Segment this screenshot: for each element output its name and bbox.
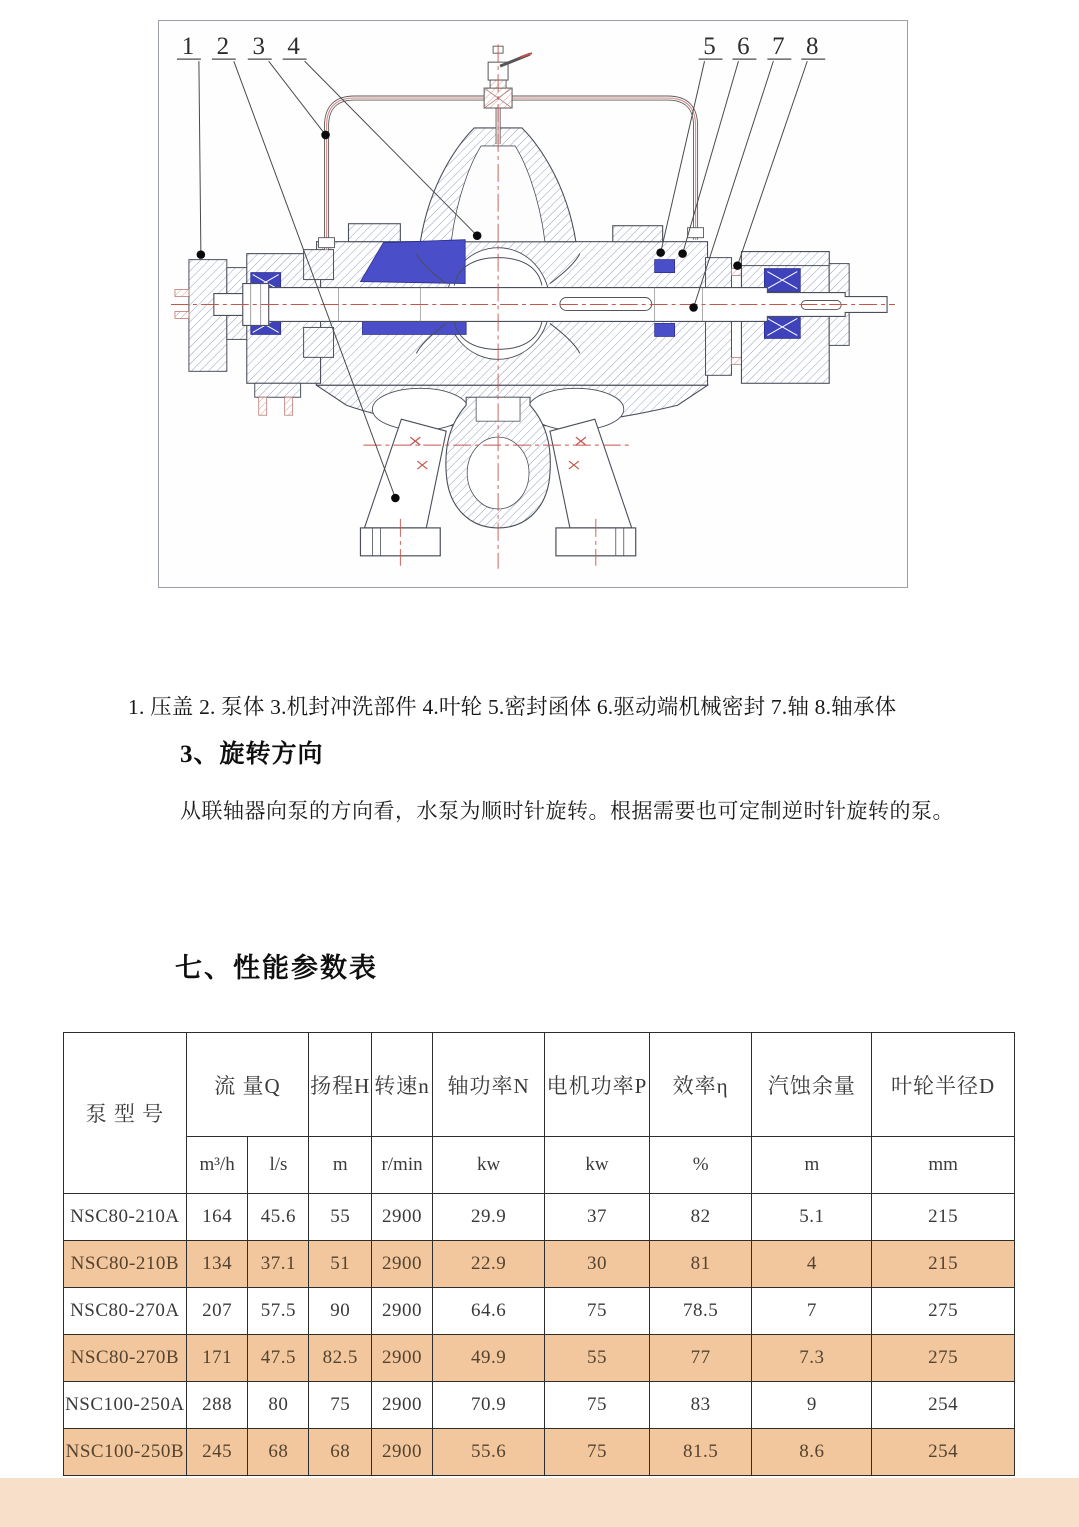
callout-label: 7: [772, 33, 785, 61]
callout-5: [656, 33, 722, 257]
cell-value: 2900: [372, 1241, 433, 1288]
cell-value: 2900: [372, 1194, 433, 1241]
cell-value: 75: [545, 1382, 650, 1429]
callout-label: 1: [181, 33, 195, 61]
unit-motor-power: kw: [545, 1137, 650, 1194]
callout-label: 4: [287, 33, 300, 61]
cell-value: 275: [872, 1288, 1015, 1335]
cell-value: 55: [545, 1335, 650, 1382]
callout-6: [678, 33, 756, 258]
cell-value: 215: [872, 1194, 1015, 1241]
header-shaft-power: 轴功率N: [432, 1033, 544, 1137]
cell-value: 207: [186, 1288, 248, 1335]
cell-value: 9: [752, 1382, 872, 1429]
cell-value: 47.5: [248, 1335, 309, 1382]
cell-value: 37.1: [248, 1241, 309, 1288]
cell-value: 22.9: [432, 1241, 544, 1288]
rotation-heading: 3、旋转方向: [180, 741, 324, 768]
table-row: [64, 1241, 1015, 1288]
pump-section-diagram: [158, 20, 908, 588]
performance-table-body: [64, 1194, 1015, 1476]
cell-value: 75: [309, 1382, 372, 1429]
cell-value: 68: [248, 1429, 309, 1476]
pump-casing: [317, 128, 708, 556]
left-bearing-assembly: [175, 250, 334, 416]
cell-value: 171: [186, 1335, 248, 1382]
unit-efficiency: %: [649, 1137, 752, 1194]
cell-value: 245: [186, 1429, 248, 1476]
table-row: [64, 1429, 1015, 1476]
unit-npsh: m: [752, 1137, 872, 1194]
cell-value: 275: [872, 1335, 1015, 1382]
performance-table: [63, 1032, 1015, 1476]
cell-model: NSC100-250A: [64, 1382, 187, 1429]
cell-value: 49.9: [432, 1335, 544, 1382]
cell-value: 5.1: [752, 1194, 872, 1241]
cell-model: NSC80-210A: [64, 1194, 187, 1241]
parts-legend: 1. 压盖 2. 泵体 3.机封冲洗部件 4.叶轮 5.密封函体 6.驱动端机械密封 7.轴 8.轴承体: [128, 695, 897, 719]
header-motor-power: 电机功率P: [545, 1033, 650, 1137]
cell-value: 2900: [372, 1335, 433, 1382]
header-npsh: 汽蚀余量: [752, 1033, 872, 1137]
unit-head: m: [309, 1137, 372, 1194]
table-row: [64, 1194, 1015, 1241]
cell-value: 70.9: [432, 1382, 544, 1429]
callout-label: 3: [252, 33, 265, 61]
cell-value: 2900: [372, 1429, 433, 1476]
cell-value: 37: [545, 1194, 650, 1241]
cell-value: 164: [186, 1194, 248, 1241]
unit-shaft-power: kw: [432, 1137, 544, 1194]
rotation-paragraph: 从联轴器向泵的方向看，水泵为顺时针旋转。根据需要也可定制逆时针旋转的泵。: [180, 799, 954, 823]
cell-value: 90: [309, 1288, 372, 1335]
cell-value: 7.3: [752, 1335, 872, 1382]
cell-value: 134: [186, 1241, 248, 1288]
callout-label: 8: [806, 33, 819, 61]
cell-value: 4: [752, 1241, 872, 1288]
bottom-strip: [0, 1478, 1079, 1527]
callout-label: 6: [737, 33, 750, 61]
cell-value: 64.6: [432, 1288, 544, 1335]
cell-value: 254: [872, 1429, 1015, 1476]
cell-value: 75: [545, 1288, 650, 1335]
cell-value: 82.5: [309, 1335, 372, 1382]
cell-model: NSC100-250B: [64, 1429, 187, 1476]
performance-heading: 七、性能参数表: [175, 953, 378, 983]
cell-value: 81.5: [649, 1429, 752, 1476]
cell-value: 45.6: [248, 1194, 309, 1241]
table-row: [64, 1288, 1015, 1335]
unit-impeller-radius: mm: [872, 1137, 1015, 1194]
header-impeller-radius: 叶轮半径D: [872, 1033, 1015, 1137]
cell-value: 75: [545, 1429, 650, 1476]
cell-value: 30: [545, 1241, 650, 1288]
cell-value: 215: [872, 1241, 1015, 1288]
cell-value: 82: [649, 1194, 752, 1241]
cell-value: 288: [186, 1382, 248, 1429]
callout-1: [177, 33, 205, 259]
cell-value: 29.9: [432, 1194, 544, 1241]
cell-value: 81: [649, 1241, 752, 1288]
table-row: [64, 1382, 1015, 1429]
header-model: 泵 型 号: [64, 1033, 187, 1194]
header-flow: 流 量Q: [186, 1033, 309, 1137]
callout-label: 2: [216, 33, 230, 61]
cell-value: 55.6: [432, 1429, 544, 1476]
cell-model: NSC80-270A: [64, 1288, 187, 1335]
header-speed: 转速n: [372, 1033, 433, 1137]
cell-value: 55: [309, 1194, 372, 1241]
cell-value: 2900: [372, 1382, 433, 1429]
cell-value: 254: [872, 1382, 1015, 1429]
header-head: 扬程H: [309, 1033, 372, 1137]
cell-model: NSC80-210B: [64, 1241, 187, 1288]
unit-flow-m3h: m³/h: [186, 1137, 248, 1194]
cell-value: 7: [752, 1288, 872, 1335]
unit-flow-ls: l/s: [248, 1137, 309, 1194]
cell-value: 57.5: [248, 1288, 309, 1335]
cell-value: 80: [248, 1382, 309, 1429]
cell-value: 2900: [372, 1288, 433, 1335]
cell-value: 51: [309, 1241, 372, 1288]
header-efficiency: 效率η: [649, 1033, 752, 1137]
callout-label: 5: [703, 33, 716, 61]
cell-model: NSC80-270B: [64, 1335, 187, 1382]
cell-value: 78.5: [649, 1288, 752, 1335]
cell-value: 68: [309, 1429, 372, 1476]
callout-8: [733, 33, 825, 270]
pump-cross-section-drawing: [159, 21, 907, 587]
unit-speed: r/min: [372, 1137, 433, 1194]
cell-value: 77: [649, 1335, 752, 1382]
cell-value: 8.6: [752, 1429, 872, 1476]
cell-value: 83: [649, 1382, 752, 1429]
table-row: [64, 1335, 1015, 1382]
